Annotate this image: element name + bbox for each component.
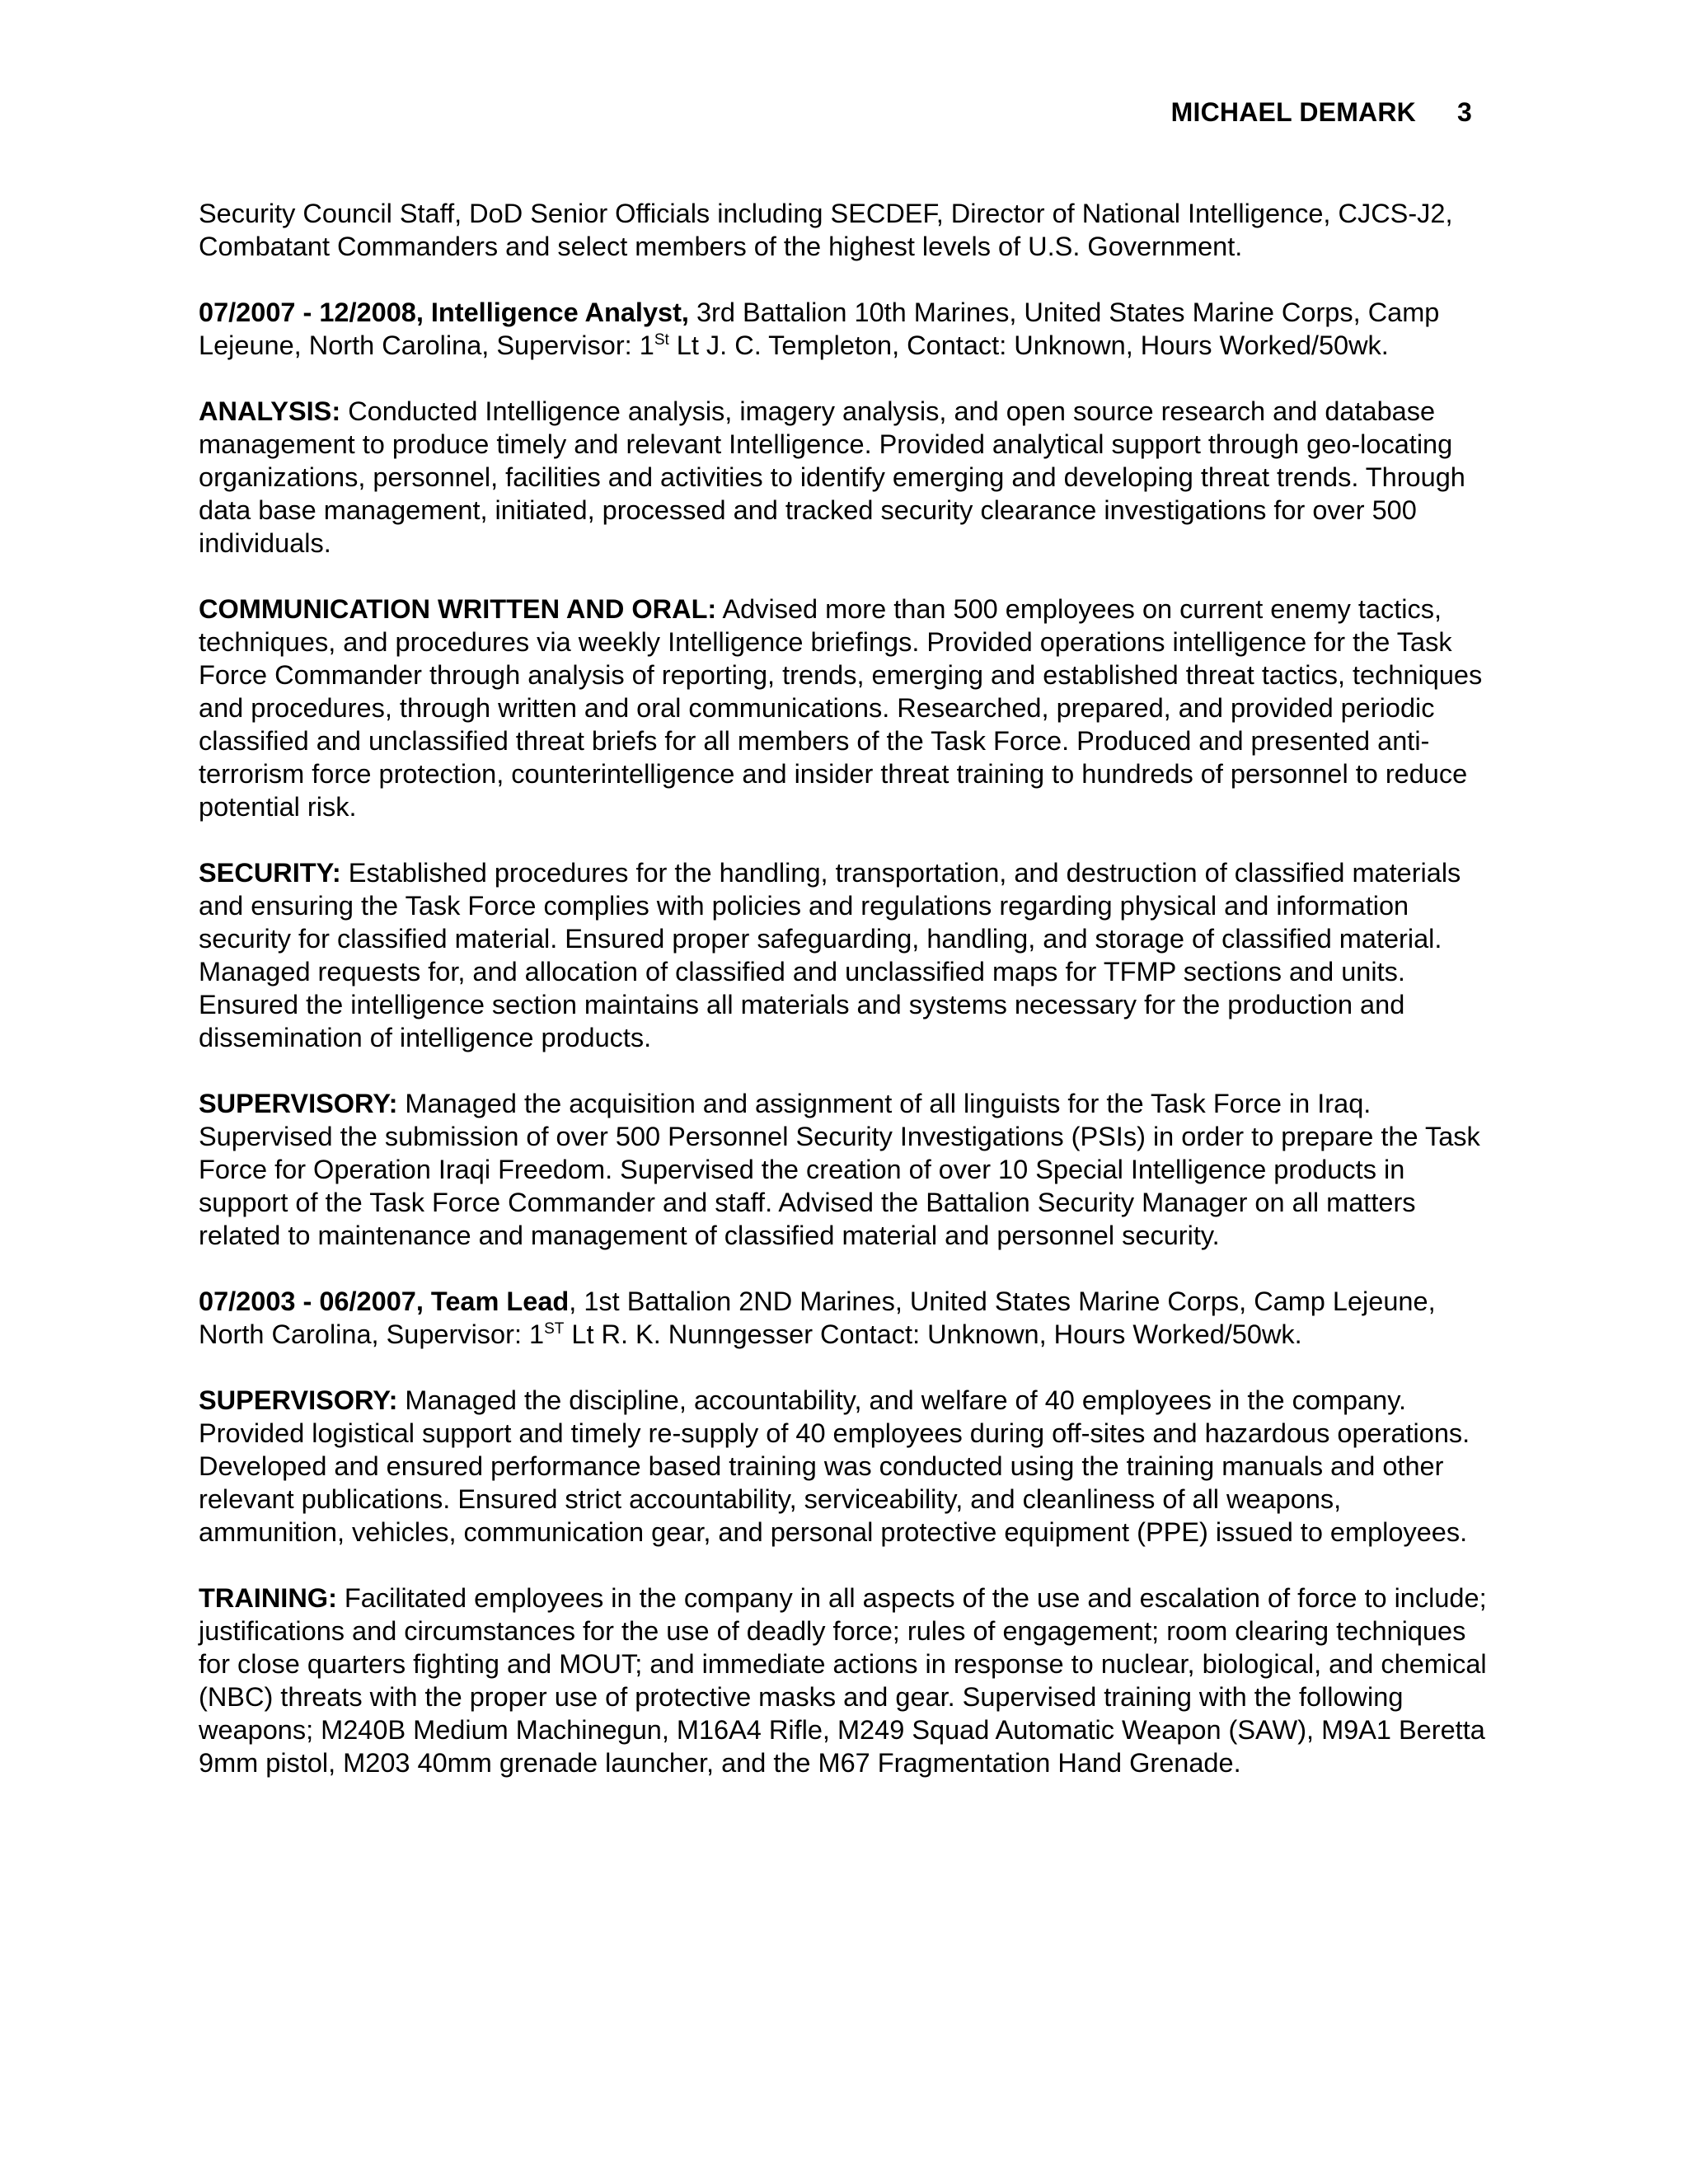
training-text: Facilitated employees in the company in all aspects of the use and escalation of force to include; justifications and circumstances for the use of deadly force; rules of engagement; room clearing techniques for close quarters fighting and MOUT; and immediate actions in response to nuclear, biological, and chemical (NBC) threats with the proper use of protective masks and gear. Supervised training with the following weapons; M240B Medium Machinegun, M16A4 Rifle, M249 Squad Automatic Weapon (SAW), M9A1 Beretta 9mm pistol, M203 40mm grenade launcher, and the M67 Fragmentation Hand Grenade. bbox=[199, 1583, 1487, 1778]
job-details-a: 3rd Battalion 10th Marines, United States Marine Corps, Camp Lejeune, North Carolina, Supervisor: 1 bbox=[199, 298, 1440, 360]
section-label-communication: COMMUNICATION WRITTEN AND ORAL: bbox=[199, 594, 717, 624]
supervisory-paragraph-2 bbox=[199, 1384, 1493, 1549]
section-label-supervisory: SUPERVISORY: bbox=[199, 1385, 398, 1415]
analysis-paragraph bbox=[199, 395, 1493, 560]
intro-text: Security Council Staff, DoD Senior Officials including SECDEF, Director of National Intelligence, CJCS-J2, Combatant Commanders and select members of the highest levels of U.S. Government. bbox=[199, 199, 1453, 261]
intro-paragraph bbox=[199, 197, 1493, 263]
job-details-b: Lt J. C. Templeton, Contact: Unknown, Hours Worked/50wk. bbox=[668, 330, 1389, 360]
section-label-supervisory: SUPERVISORY: bbox=[199, 1089, 398, 1118]
rank-superscript: St bbox=[654, 331, 669, 349]
job-details-a: , 1st Battalion 2ND Marines, United States Marine Corps, Camp Lejeune, North Carolina, Supervisor: 1 bbox=[199, 1286, 1436, 1349]
section-label-security: SECURITY: bbox=[199, 858, 341, 888]
resume-body bbox=[199, 197, 1493, 1812]
communication-text: Advised more than 500 employees on current enemy tactics, techniques, and procedures via weekly Intelligence briefings. Provided operations intelligence for the Task Force Commander through analysis of reporting, trends, emerging and established threat tactics, techniques and procedures, through written and oral communications. Researched, prepared, and provided periodic classified and unclassified threat briefs for all members of the Task Force. Produced and presented anti-terrorism force protection, counterintelligence and insider threat training to hundreds of personnel to reduce potential risk. bbox=[199, 594, 1483, 822]
page-number: 3 bbox=[1457, 97, 1472, 127]
rank-superscript: ST bbox=[544, 1320, 565, 1338]
job-heading-intelligence-analyst bbox=[199, 296, 1493, 362]
job-title-dates: 07/2003 - 06/2007, Team Lead bbox=[199, 1286, 570, 1316]
training-paragraph bbox=[199, 1582, 1493, 1779]
section-label-training: TRAINING: bbox=[199, 1583, 337, 1613]
job-heading-team-lead bbox=[199, 1285, 1493, 1351]
resume-name: MICHAEL DEMARK bbox=[1170, 97, 1416, 127]
supervisory-text: Managed the acquisition and assignment of all linguists for the Task Force in Iraq. Supervised the submission of over 500 Personnel Security Investigations (PSIs) in order to prepare the Task Force for Operation Iraqi Freedom. Supervised the creation of over 10 Special Intelligence products in support of the Task Force Commander and staff. Advised the Battalion Security Manager on all matters related to maintenance and management of classified material and personnel security. bbox=[199, 1089, 1480, 1250]
analysis-text: Conducted Intelligence analysis, imagery analysis, and open source research and database management to produce timely and relevant Intelligence. Provided analytical support through geo-locating organizations, personnel, facilities and activities to identify emerging and developing threat trends. Through data base management, initiated, processed and tracked security clearance investigations for over 500 individuals. bbox=[199, 396, 1465, 558]
communication-paragraph bbox=[199, 593, 1493, 823]
job-title-dates: 07/2007 - 12/2008, Intelligence Analyst, bbox=[199, 298, 689, 327]
security-paragraph bbox=[199, 856, 1493, 1054]
page-header bbox=[1171, 97, 1472, 128]
security-text: Established procedures for the handling, transportation, and destruction of classified materials and ensuring the Task Force complies with policies and regulations regarding physical and information security for classified material. Ensured proper safeguarding, handling, and storage of classified material. Managed requests for, and allocation of classified and unclassified maps for TFMP sections and units. Ensured the intelligence section maintains all materials and systems necessary for the production and dissemination of intelligence products. bbox=[199, 858, 1461, 1052]
supervisory-paragraph-1 bbox=[199, 1087, 1493, 1252]
supervisory-text: Managed the discipline, accountability, and welfare of 40 employees in the company. Provided logistical support and timely re-supply of 40 employees during off-sites and hazardous operations. Developed and ensured performance based training was conducted using the training manuals and other relevant publications. Ensured strict accountability, serviceability, and cleanliness of all weapons, ammunition, vehicles, communication gear, and personal protective equipment (PPE) issued to employees. bbox=[199, 1385, 1470, 1547]
section-label-analysis: ANALYSIS: bbox=[199, 396, 341, 426]
job-details-b: Lt R. K. Nunngesser Contact: Unknown, Hours Worked/50wk. bbox=[564, 1319, 1302, 1349]
